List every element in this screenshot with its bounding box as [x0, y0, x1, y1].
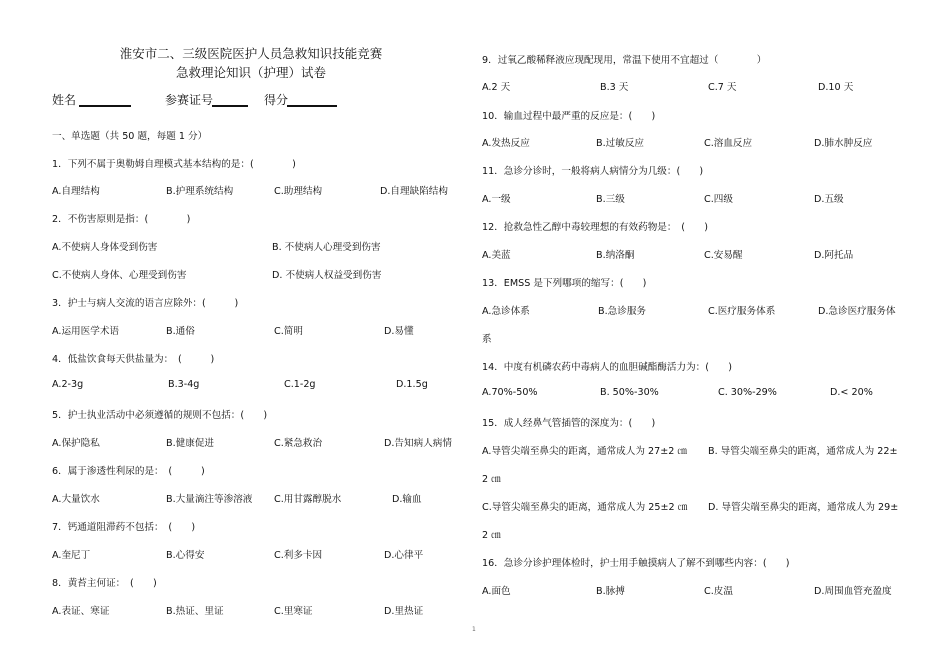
option-c[interactable]: C.助理结构: [274, 186, 323, 197]
question-text: 10．输血过程中最严重的反应是：( ): [482, 111, 656, 122]
option-a[interactable]: A.急诊体系: [482, 306, 530, 317]
option-d[interactable]: D.心律平: [384, 550, 424, 561]
option-b[interactable]: B.心得安: [166, 550, 205, 561]
question-text: 12．抢救急性乙醇中毒较理想的有效药物是： ( ): [482, 222, 708, 233]
option-d[interactable]: D.周围血管充盈度: [814, 586, 892, 597]
option-c[interactable]: C.简明: [274, 326, 303, 337]
option-b[interactable]: B.过敏反应: [596, 138, 645, 149]
option-c[interactable]: C.四级: [704, 194, 733, 205]
option-b[interactable]: B.脉搏: [596, 586, 625, 597]
question-text: 14．中度有机磷农药中毒病人的血胆碱酯酶活力为：( ): [482, 362, 732, 373]
question-text: 2．不伤害原则是指：( ): [52, 214, 191, 225]
question-text: 1．下列不属于奥勒姆自理模式基本结构的是：( ): [52, 159, 296, 170]
option-a[interactable]: A.70%-50%: [482, 387, 538, 398]
option-b[interactable]: B.热证、里证: [166, 606, 224, 617]
exam-subtitle: 急救理论知识（护理）试卷: [175, 65, 326, 80]
question-text: 8．黄苔主何证： ( ): [52, 578, 157, 589]
option-a[interactable]: A.表证、寒证: [52, 606, 110, 617]
score-label: 得分: [264, 93, 289, 107]
option-b[interactable]: B.3 天: [600, 82, 629, 93]
option-a[interactable]: A.面色: [482, 586, 511, 597]
option-b[interactable]: B.护理系统结构: [166, 186, 234, 197]
option-d[interactable]: D.急诊医疗服务体: [818, 306, 896, 317]
option-a[interactable]: A.美蓝: [482, 250, 511, 261]
score-field[interactable]: [287, 93, 337, 107]
option-d[interactable]: D.肺水肿反应: [814, 138, 873, 149]
name-field[interactable]: [79, 93, 131, 107]
option-a[interactable]: A.保护隐私: [52, 438, 100, 449]
question-text: 9．过氧乙酸稀释液应现配现用，常温下使用不宜超过（ ）: [482, 55, 767, 66]
option-b[interactable]: B.通俗: [166, 326, 195, 337]
option-c[interactable]: C.利多卡因: [274, 550, 323, 561]
option-c[interactable]: C.用甘露醇脱水: [274, 494, 342, 505]
option-d[interactable]: D.自理缺陷结构: [380, 186, 448, 197]
question-text: 5．护士执业活动中必须遵循的规则不包括：( ): [52, 410, 268, 421]
option-d[interactable]: D. 导管尖端至鼻尖的距离，通常成人为 29±: [708, 502, 899, 513]
option-b[interactable]: B.急诊服务: [598, 306, 647, 317]
option-c[interactable]: C.皮温: [704, 586, 733, 597]
question-text: 15．成人经鼻气管插管的深度为：( ): [482, 418, 656, 429]
name-label: 姓名: [52, 93, 77, 107]
option-b[interactable]: B. 不使病人心理受到伤害: [272, 242, 381, 253]
option-b[interactable]: B. 50%-30%: [600, 387, 659, 398]
option-d[interactable]: D.< 20%: [830, 387, 873, 398]
option-d[interactable]: D.阿托品: [814, 250, 854, 261]
option-a[interactable]: A.不使病人身体受到伤害: [52, 242, 158, 253]
option-a[interactable]: A.一级: [482, 194, 511, 205]
option-d[interactable]: D.告知病人病情: [384, 438, 452, 449]
question-text: 3．护士与病人交流的语言应除外：( ): [52, 298, 239, 309]
option-c[interactable]: C.7 天: [708, 82, 737, 93]
option-a[interactable]: A.发热反应: [482, 138, 530, 149]
option-a[interactable]: A.自理结构: [52, 186, 100, 197]
id-field[interactable]: [212, 93, 248, 107]
option-c[interactable]: C.溶血反应: [704, 138, 753, 149]
option-b[interactable]: B.三级: [596, 194, 625, 205]
option-c[interactable]: C.不使病人身体、心理受到伤害: [52, 270, 187, 281]
option-c[interactable]: C. 30%-29%: [718, 387, 777, 398]
option-d[interactable]: D.10 天: [818, 82, 854, 93]
page-number: 1: [472, 626, 476, 633]
option-c[interactable]: C.紧急救治: [274, 438, 323, 449]
option-b[interactable]: B.健康促进: [166, 438, 215, 449]
question-text: 16．急诊分诊护理体检时，护士用手触摸病人了解不到哪些内容：( ): [482, 558, 790, 569]
section-heading: 一、单选题（共 50 题，每题 1 分）: [52, 131, 208, 142]
option-b[interactable]: B.纳洛酮: [596, 250, 635, 261]
option-c[interactable]: C.里寒证: [274, 606, 313, 617]
option-d[interactable]: D.里热证: [384, 606, 424, 617]
question-text: 13．EMSS 是下列哪项的缩写：( ): [482, 278, 647, 289]
question-text: 11．急诊分诊时，一般将病人病情分为几级：( ): [482, 166, 704, 177]
option-b-wrap: 2 ㎝: [482, 474, 501, 485]
option-c[interactable]: C.安易醒: [704, 250, 743, 261]
option-a[interactable]: A.奎尼丁: [52, 550, 91, 561]
option-d[interactable]: D.输血: [392, 494, 422, 505]
option-d[interactable]: D.易懂: [384, 326, 414, 337]
option-a[interactable]: A.导管尖端至鼻尖的距离，通常成人为 27±2 ㎝: [482, 446, 687, 457]
option-d[interactable]: D. 不使病人权益受到伤害: [272, 270, 382, 281]
option-b[interactable]: B.大量滴注等渗溶液: [166, 494, 253, 505]
option-c[interactable]: C.导管尖端至鼻尖的距离，通常成人为 25±2 ㎝: [482, 502, 688, 513]
option-a[interactable]: A.大量饮水: [52, 494, 100, 505]
option-d[interactable]: D.1.5g: [396, 379, 428, 390]
option-b[interactable]: B. 导管尖端至鼻尖的距离，通常成人为 22±: [708, 446, 898, 457]
question-text: 6．属于渗透性利尿的是： ( ): [52, 466, 205, 477]
option-a[interactable]: A.2 天: [482, 82, 511, 93]
option-d[interactable]: D.五级: [814, 194, 844, 205]
option-a[interactable]: A.2-3g: [52, 379, 84, 390]
exam-title: 淮安市二、三级医院医护人员急救知识技能竞赛: [119, 46, 383, 61]
option-a[interactable]: A.运用医学术语: [52, 326, 120, 337]
id-label: 参赛证号: [165, 93, 214, 107]
option-d-wrap: 系: [482, 334, 492, 345]
question-text: 7．钙通道阻滞药不包括： ( ): [52, 522, 196, 533]
option-c[interactable]: C.医疗服务体系: [708, 306, 776, 317]
question-text: 4．低盐饮食每天供盐量为： ( ): [52, 354, 215, 365]
option-b[interactable]: B.3-4g: [168, 379, 200, 390]
option-c[interactable]: C.1-2g: [284, 379, 316, 390]
option-d-wrap: 2 ㎝: [482, 530, 501, 541]
